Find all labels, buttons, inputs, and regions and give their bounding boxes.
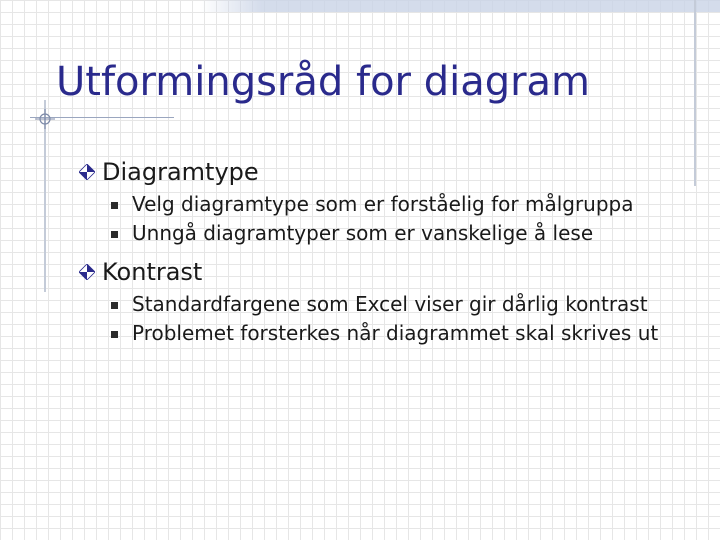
top-accent-band [262,0,720,12]
list-item [78,219,672,248]
square-bullet-icon [111,202,118,209]
diamond-bullet-icon [79,264,95,280]
section-heading-label: Kontrast [102,258,203,286]
section-heading-kontrast [78,256,698,288]
bullet-list [78,290,698,348]
section-heading-label: Diagramtype [102,158,259,186]
top-accent-band-fade [200,0,262,12]
diamond-bullet-icon [79,164,95,180]
list-item [78,290,672,319]
list-item-text: Velg diagramtype som er forståelig for målgruppa [132,192,634,216]
list-item [78,319,672,348]
list-item-text: Problemet forsterkes når diagrammet skal skrives ut [132,321,659,345]
crosshair-icon [35,109,55,129]
list-item-text: Standardfargene som Excel viser gir dårlig kontrast [132,292,648,316]
slide-title: Utformingsråd for diagram [56,59,591,105]
square-bullet-icon [111,231,118,238]
list-item [78,190,672,219]
slide-body [78,156,698,356]
bullet-list [78,190,698,248]
list-item-text: Unngå diagramtyper som er vanskelige å lese [132,221,594,245]
square-bullet-icon [111,302,118,309]
square-bullet-icon [111,331,118,338]
section-heading-diagramtype [78,156,698,188]
